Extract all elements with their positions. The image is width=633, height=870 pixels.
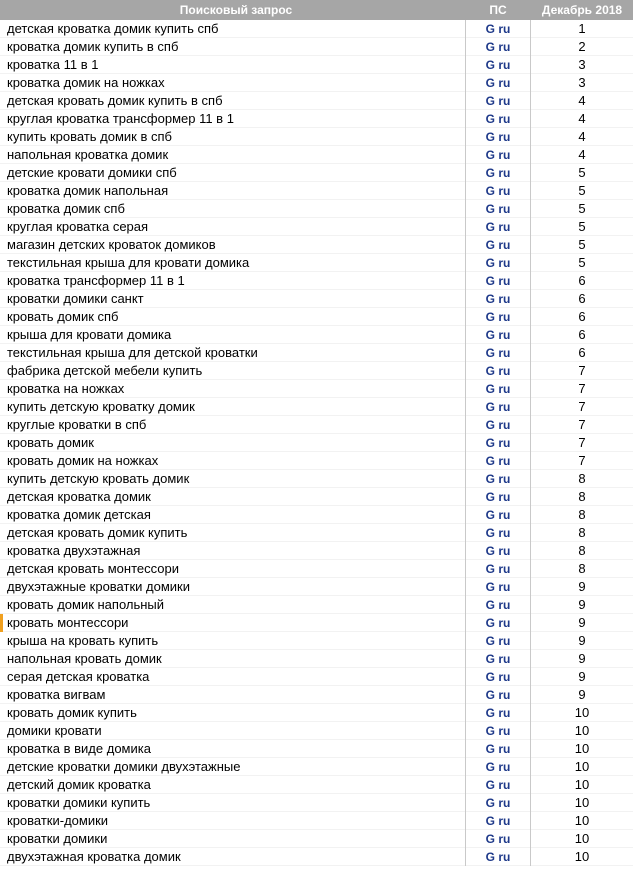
cell-position[interactable]: 8 [578, 471, 586, 486]
cell-position[interactable]: 8 [578, 543, 586, 558]
cell-position[interactable]: 4 [578, 111, 586, 126]
cell-query[interactable]: кроватки домики [7, 831, 108, 846]
table-row[interactable] [0, 470, 633, 488]
table-row[interactable] [0, 344, 633, 362]
cell-position[interactable]: 7 [578, 399, 586, 414]
table-row[interactable] [0, 434, 633, 452]
table-row[interactable] [0, 668, 633, 686]
cell-query[interactable]: кровать домик купить [7, 705, 137, 720]
cell-search-engine[interactable]: G ru [465, 20, 531, 38]
table-row[interactable] [0, 146, 633, 164]
table-row[interactable] [0, 542, 633, 560]
table-row[interactable] [0, 794, 633, 812]
cell-search-engine[interactable]: G ru [465, 542, 531, 560]
cell-query[interactable]: кроватка домик спб [7, 201, 125, 216]
cell-search-engine[interactable]: G ru [465, 794, 531, 812]
table-header [0, 0, 633, 20]
cell-query[interactable]: кроватки домики санкт [7, 291, 144, 306]
cell-search-engine[interactable]: G ru [465, 506, 531, 524]
cell-query[interactable]: купить детскую кроватку домик [7, 399, 195, 414]
cell-query[interactable]: кроватка на ножках [7, 381, 125, 396]
cell-query[interactable]: детский домик кроватка [7, 777, 151, 792]
cell-query[interactable]: кроватки-домики [7, 813, 109, 828]
cell-position[interactable]: 3 [578, 75, 586, 90]
cell-search-engine[interactable]: G ru [465, 434, 531, 452]
cell-query[interactable]: фабрика детской мебели купить [7, 363, 203, 378]
cell-search-engine[interactable]: G ru [465, 758, 531, 776]
table-row[interactable] [0, 290, 633, 308]
cell-search-engine[interactable]: G ru [465, 686, 531, 704]
cell-query[interactable]: круглая кроватка трансформер 11 в 1 [7, 111, 234, 126]
table-row[interactable] [0, 326, 633, 344]
column-header-position[interactable]: Декабрь 2018 [541, 3, 623, 17]
cell-search-engine[interactable]: G ru [465, 524, 531, 542]
cell-query[interactable]: серая детская кроватка [7, 669, 150, 684]
cell-search-engine[interactable]: G ru [465, 74, 531, 92]
cell-position[interactable]: 7 [578, 435, 586, 450]
cell-position[interactable]: 7 [578, 453, 586, 468]
table-row[interactable] [0, 812, 633, 830]
table-row[interactable] [0, 398, 633, 416]
table-row[interactable] [0, 92, 633, 110]
cell-position[interactable]: 10 [574, 777, 590, 792]
cell-position[interactable]: 9 [578, 615, 586, 630]
table-row[interactable] [0, 200, 633, 218]
table-body [0, 20, 633, 866]
cell-search-engine[interactable]: G ru [465, 380, 531, 398]
cell-position[interactable]: 10 [574, 741, 590, 756]
table-row[interactable] [0, 560, 633, 578]
table-row[interactable] [0, 848, 633, 866]
table-row[interactable] [0, 776, 633, 794]
cell-query[interactable]: напольная кровать домик [7, 651, 162, 666]
cell-search-engine[interactable]: G ru [465, 362, 531, 380]
cell-query[interactable]: кроватка в виде домика [7, 741, 151, 756]
table-row[interactable] [0, 38, 633, 56]
table-row[interactable] [0, 56, 633, 74]
cell-position[interactable]: 8 [578, 507, 586, 522]
table-row[interactable] [0, 218, 633, 236]
cell-search-engine[interactable]: G ru [465, 488, 531, 506]
cell-search-engine[interactable]: G ru [465, 110, 531, 128]
table-row[interactable] [0, 578, 633, 596]
cell-query[interactable]: текстильная крыша для кровати домика [7, 255, 250, 270]
cell-query[interactable]: кроватка трансформер 11 в 1 [7, 273, 185, 288]
cell-search-engine[interactable]: G ru [465, 308, 531, 326]
cell-position[interactable]: 6 [578, 345, 586, 360]
cell-position[interactable]: 3 [578, 57, 586, 72]
cell-search-engine[interactable]: G ru [465, 704, 531, 722]
cell-query[interactable]: двухэтажные кроватки домики [7, 579, 190, 594]
cell-query[interactable]: кроватки домики купить [7, 795, 151, 810]
table-row[interactable] [0, 74, 633, 92]
table-row[interactable] [0, 488, 633, 506]
cell-position[interactable]: 10 [574, 795, 590, 810]
cell-position[interactable]: 7 [578, 381, 586, 396]
cell-query[interactable]: купить детскую кровать домик [7, 471, 190, 486]
cell-search-engine[interactable]: G ru [465, 146, 531, 164]
table-row[interactable] [0, 308, 633, 326]
cell-search-engine[interactable]: G ru [465, 128, 531, 146]
cell-search-engine[interactable]: G ru [465, 218, 531, 236]
cell-query[interactable]: кроватка 11 в 1 [7, 57, 99, 72]
cell-position[interactable]: 10 [574, 813, 590, 828]
cell-position[interactable]: 7 [578, 363, 586, 378]
cell-position[interactable]: 10 [574, 723, 590, 738]
table-row[interactable] [0, 452, 633, 470]
cell-query[interactable]: детская кровать домик купить [7, 525, 188, 540]
cell-position[interactable]: 5 [578, 219, 586, 234]
cell-search-engine[interactable]: G ru [465, 740, 531, 758]
table-row[interactable] [0, 236, 633, 254]
cell-query[interactable]: крыша на кровать купить [7, 633, 159, 648]
cell-search-engine[interactable]: G ru [465, 56, 531, 74]
cell-position[interactable]: 2 [578, 39, 586, 54]
column-header-ps[interactable]: ПС [489, 3, 507, 17]
cell-position[interactable]: 8 [578, 525, 586, 540]
table-row[interactable] [0, 362, 633, 380]
cell-position[interactable]: 10 [574, 705, 590, 720]
cell-position[interactable]: 8 [578, 561, 586, 576]
table-row[interactable] [0, 182, 633, 200]
cell-search-engine[interactable]: G ru [465, 650, 531, 668]
table-row[interactable] [0, 380, 633, 398]
row-marker [0, 614, 3, 632]
table-row[interactable] [0, 704, 633, 722]
cell-position[interactable]: 6 [578, 309, 586, 324]
cell-search-engine[interactable]: G ru [465, 164, 531, 182]
cell-position[interactable]: 10 [574, 849, 590, 864]
cell-search-engine[interactable]: G ru [465, 290, 531, 308]
cell-position[interactable]: 5 [578, 255, 586, 270]
table-row[interactable] [0, 650, 633, 668]
cell-query[interactable]: купить кровать домик в спб [7, 129, 172, 144]
cell-position[interactable]: 5 [578, 201, 586, 216]
cell-query[interactable]: кроватка домик детская [7, 507, 151, 522]
cell-query[interactable]: кроватка домик напольная [7, 183, 169, 198]
cell-query[interactable]: крыша для кровати домика [7, 327, 172, 342]
table-row[interactable] [0, 722, 633, 740]
cell-query[interactable]: домики кровати [7, 723, 102, 738]
cell-position[interactable]: 7 [578, 417, 586, 432]
cell-query[interactable]: круглые кроватки в спб [7, 417, 147, 432]
table-row[interactable] [0, 830, 633, 848]
table-row[interactable] [0, 596, 633, 614]
cell-search-engine[interactable]: G ru [465, 326, 531, 344]
column-header-query[interactable]: Поисковый запрос [179, 3, 293, 17]
cell-position[interactable]: 5 [578, 183, 586, 198]
table-row[interactable] [0, 506, 633, 524]
cell-position[interactable]: 10 [574, 831, 590, 846]
cell-query[interactable]: кровать монтессори [7, 615, 129, 630]
cell-query[interactable]: кроватка вигвам [7, 687, 106, 702]
cell-query[interactable]: детские кроватки домики двухэтажные [7, 759, 241, 774]
cell-query[interactable]: кровать домик [7, 435, 94, 450]
cell-position[interactable]: 9 [578, 651, 586, 666]
cell-search-engine[interactable]: G ru [465, 416, 531, 434]
cell-query[interactable]: детская кровать монтессори [7, 561, 179, 576]
cell-query[interactable]: напольная кроватка домик [7, 147, 169, 162]
table-row[interactable] [0, 416, 633, 434]
cell-position[interactable]: 9 [578, 597, 586, 612]
cell-position[interactable]: 9 [578, 633, 586, 648]
cell-search-engine[interactable]: G ru [465, 236, 531, 254]
cell-query[interactable]: магазин детских кроваток домиков [7, 237, 216, 252]
cell-query[interactable]: детская кровать домик купить в спб [7, 93, 223, 108]
cell-search-engine[interactable]: G ru [465, 254, 531, 272]
cell-search-engine[interactable]: G ru [465, 560, 531, 578]
table-row[interactable] [0, 272, 633, 290]
table-row[interactable] [0, 524, 633, 542]
cell-position[interactable]: 4 [578, 129, 586, 144]
cell-search-engine[interactable]: G ru [465, 632, 531, 650]
cell-search-engine[interactable]: G ru [465, 614, 531, 632]
cell-search-engine[interactable]: G ru [465, 470, 531, 488]
cell-query[interactable]: кровать домик на ножках [7, 453, 159, 468]
cell-position[interactable]: 6 [578, 291, 586, 306]
table-row[interactable] [0, 686, 633, 704]
cell-search-engine[interactable]: G ru [465, 344, 531, 362]
table-row[interactable] [0, 740, 633, 758]
cell-query[interactable]: кровать домик напольный [7, 597, 165, 612]
cell-position[interactable]: 1 [578, 21, 586, 36]
cell-search-engine[interactable]: G ru [465, 38, 531, 56]
cell-query[interactable]: круглая кроватка серая [7, 219, 149, 234]
cell-position[interactable]: 10 [574, 759, 590, 774]
cell-search-engine[interactable]: G ru [465, 722, 531, 740]
table-row[interactable] [0, 128, 633, 146]
cell-query[interactable]: детская кроватка домик купить спб [7, 21, 219, 36]
cell-search-engine[interactable]: G ru [465, 452, 531, 470]
cell-position[interactable]: 4 [578, 147, 586, 162]
cell-query[interactable]: детские кровати домики спб [7, 165, 177, 180]
table-row[interactable] [0, 254, 633, 272]
cell-search-engine[interactable]: G ru [465, 200, 531, 218]
cell-search-engine[interactable]: G ru [465, 668, 531, 686]
cell-search-engine[interactable]: G ru [465, 596, 531, 614]
table-row[interactable] [0, 758, 633, 776]
cell-search-engine[interactable]: G ru [465, 272, 531, 290]
cell-query[interactable]: кроватка домик купить в спб [7, 39, 179, 54]
cell-query[interactable]: текстильная крыша для детской кроватки [7, 345, 258, 360]
table-row[interactable] [0, 614, 633, 632]
cell-position[interactable]: 9 [578, 687, 586, 702]
cell-position[interactable]: 6 [578, 327, 586, 342]
cell-position[interactable]: 9 [578, 579, 586, 594]
cell-position[interactable]: 8 [578, 489, 586, 504]
cell-position[interactable]: 9 [578, 669, 586, 684]
table-row[interactable] [0, 164, 633, 182]
cell-query[interactable]: кроватка домик на ножках [7, 75, 165, 90]
table-row[interactable] [0, 20, 633, 38]
cell-search-engine[interactable]: G ru [465, 182, 531, 200]
cell-query[interactable]: кроватка двухэтажная [7, 543, 141, 558]
cell-search-engine[interactable]: G ru [465, 398, 531, 416]
cell-search-engine[interactable]: G ru [465, 578, 531, 596]
cell-search-engine[interactable]: G ru [465, 776, 531, 794]
cell-search-engine[interactable]: G ru [465, 92, 531, 110]
cell-search-engine[interactable]: G ru [465, 848, 531, 866]
cell-position[interactable]: 5 [578, 165, 586, 180]
table-row[interactable] [0, 110, 633, 128]
cell-search-engine[interactable]: G ru [465, 812, 531, 830]
cell-query[interactable]: детская кроватка домик [7, 489, 151, 504]
cell-position[interactable]: 4 [578, 93, 586, 108]
cell-position[interactable]: 5 [578, 237, 586, 252]
cell-query[interactable]: двухэтажная кроватка домик [7, 849, 181, 864]
cell-search-engine[interactable]: G ru [465, 830, 531, 848]
cell-query[interactable]: кровать домик спб [7, 309, 119, 324]
table-row[interactable] [0, 632, 633, 650]
cell-position[interactable]: 6 [578, 273, 586, 288]
